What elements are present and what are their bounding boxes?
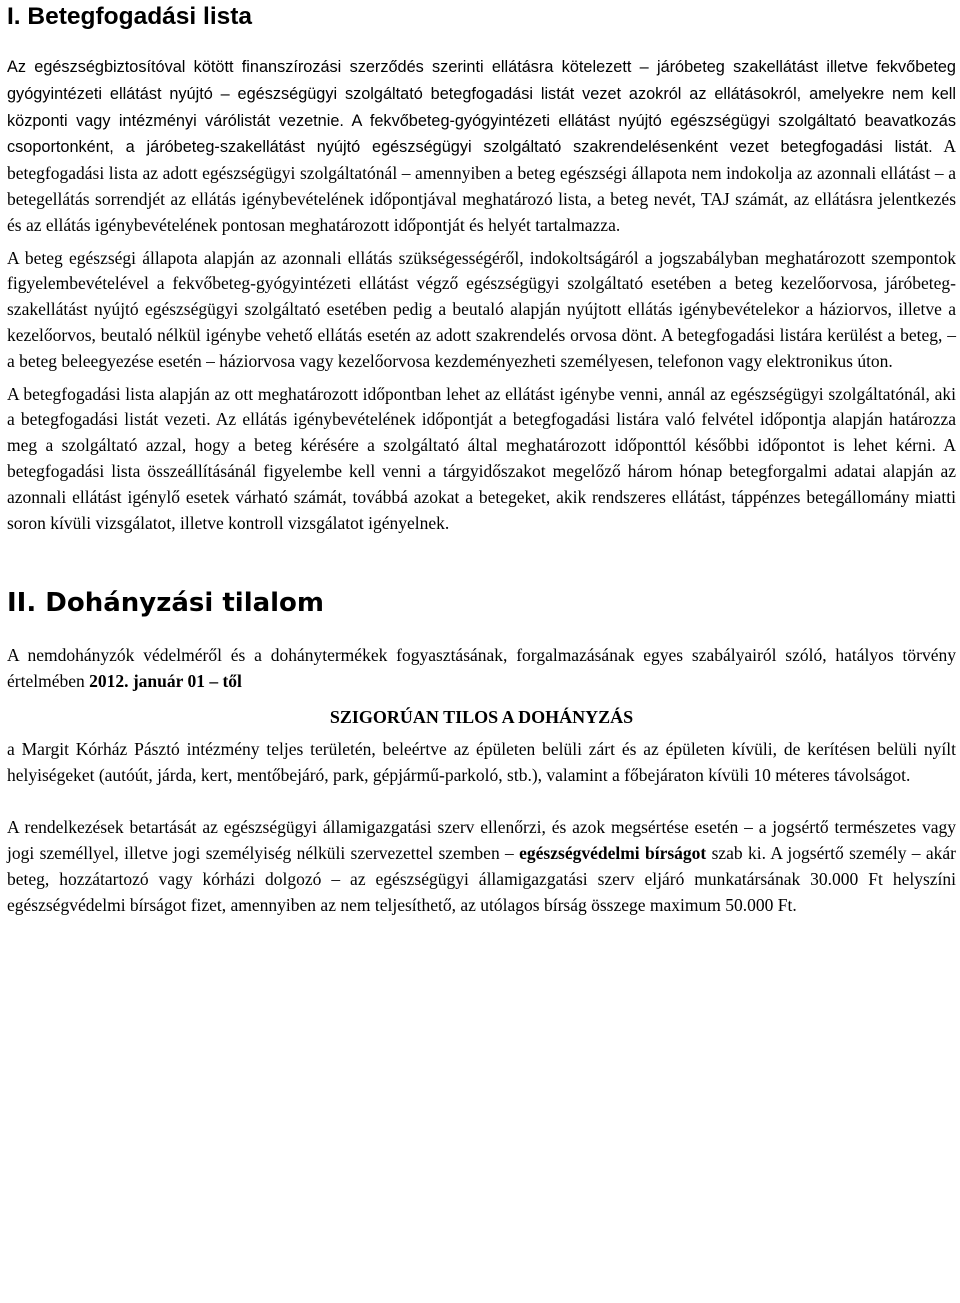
section-1-paragraph-1 — [7, 54, 956, 239]
section-2-intro — [7, 643, 956, 695]
enforcement-bold: egészségvédelmi bírságot — [519, 843, 707, 864]
section-1-paragraph-3: A betegfogadási lista alapján az ott meghatározott időpontban lehet az ellátást igénybe venni, annál az egészségügyi szolgáltatónál, aki a betegfogadási listát vezeti. Az ellátás igénybevételének időpontját a betegfogadási listára való felvétel időpontja alapján határozza meg a szolgáltató azzal, hogy a beteg kérésére a szolgáltató által meghatározott időponttól későbbi időpontot is lehet kérni. A betegfogadási lista összeállításánál figyelembe kell venni a tárgyidőszakot megelőző három hónap betegforgalmi adatai alapján az azonnali ellátást igénylő esetek várható számát, továbbá azokat a betegeket, akik rendszeres ellátást, táppénzes betegállomány miatti soron kívüli vizsgálatot, illetve kontroll vizsgálatot igényelnek. — [7, 383, 956, 533]
enforcement-text-1: A rendelkezések betartását az egészségügyi államigazgatási szerv ellenőrzi, és azok megsértése esetén – a jogsértő természetes vagy jogi személlyel, illetve jogi személyiség nélküli szervezettel szemben – — [7, 817, 956, 864]
smoking-ban-scope: a Margit Kórház Pásztó intézmény teljes területén, beleértve az épületen belüli zárt és az épületen kívüli, de kerítésen belüli nyílt helyiségeket (autóút, járda, kert, mentőbejáró, park, gépjármű-parkoló, stb.), valamint a főbejáraton kívüli 10 méteres távolságot. — [7, 738, 956, 785]
enforcement-text-2: szab ki. A jogsértő személy – akár beteg, hozzátartozó vagy kórházi dolgozó – az egészségügyi államigazgatási szerv eljáró munkatársának 30.000 Ft helyszíni egészségvédelmi bírságot fizet, amennyiben az nem teljesíthető, az utólagos bírság összege maximum 50.000 Ft. — [7, 843, 956, 915]
paragraph-1-serif-text: A betegfogadási lista az adott egészségügyi szolgáltatónál – amennyiben a beteg egészségi állapota nem indokolja az azonnali ellátást – a betegellátás sorrendjét az ellátás igénybevételének időpontjával meghatározó lista, a beteg nevét, TAJ számát, az ellátásra jelentkezés és az ellátás igénybevételének pontosan meghatározott időpontját és helyét tartalmazza. — [7, 136, 956, 235]
intro-text: A nemdohányzók védelméről és a dohánytermékek fogyasztásának, forgalmazásának egyes szabályairól szóló, hatályos törvény értelmében — [7, 645, 956, 692]
section-1-heading: I. Betegfogadási lista — [7, 3, 253, 30]
paragraph-1-sans-text: Az egészségbiztosítóval kötött finanszírozási szerződés szerinti ellátásra kötelezett – járóbeteg szakellátást illetve fekvőbeteg gyógyintézeti ellátást nyújtó – egészségügyi szolgáltató betegfogadási listát vezet azokról az ellátásokról, amelyekre nem kell központi vagy intézményi várólistát vezetnie. A fekvőbeteg-gyógyintézeti ellátást nyújtó egészségügyi szolgáltató beavatkozás csoportonként, a járóbeteg-szakellátást nyújtó egészségügyi szolgáltató szakrendelésenként vezet betegfogadási listát. — [7, 58, 956, 157]
document-page — [7, 0, 956, 919]
smoking-ban-enforcement — [7, 815, 956, 918]
section-2-heading: II. Dohányzási tilalom — [7, 588, 325, 619]
section-1-paragraph-2: A beteg egészségi állapota alapján az azonnali ellátás szükségességéről, indokoltságáról a jogszabályban meghatározott szempontok figyelembevételével a fekvőbeteg-gyógyintézeti ellátást végző egészségügyi szolgáltató esetében a beteg kezelőorvosa, járóbeteg-szakellátást nyújtó egészségügyi szolgáltató esetében pedig a beutaló alapján nyújtott ellátás igénybevételekor a háziorvos, illetve a kezelőorvos, beutaló nélkül igénybe vehető ellátás esetén az adott szakrendelés orvosa dönt. A betegfogadási listára kerülést a beteg, – a beteg beleegyezése esetén – háziorvosa vagy kezelőorvosa kezdeményezheti személyesen, telefonon vagy elektronikus úton. — [7, 247, 956, 371]
intro-date: 2012. január 01 – től — [89, 671, 242, 692]
smoking-ban-heading: SZIGORÚAN TILOS A DOHÁNYZÁS — [329, 706, 634, 727]
